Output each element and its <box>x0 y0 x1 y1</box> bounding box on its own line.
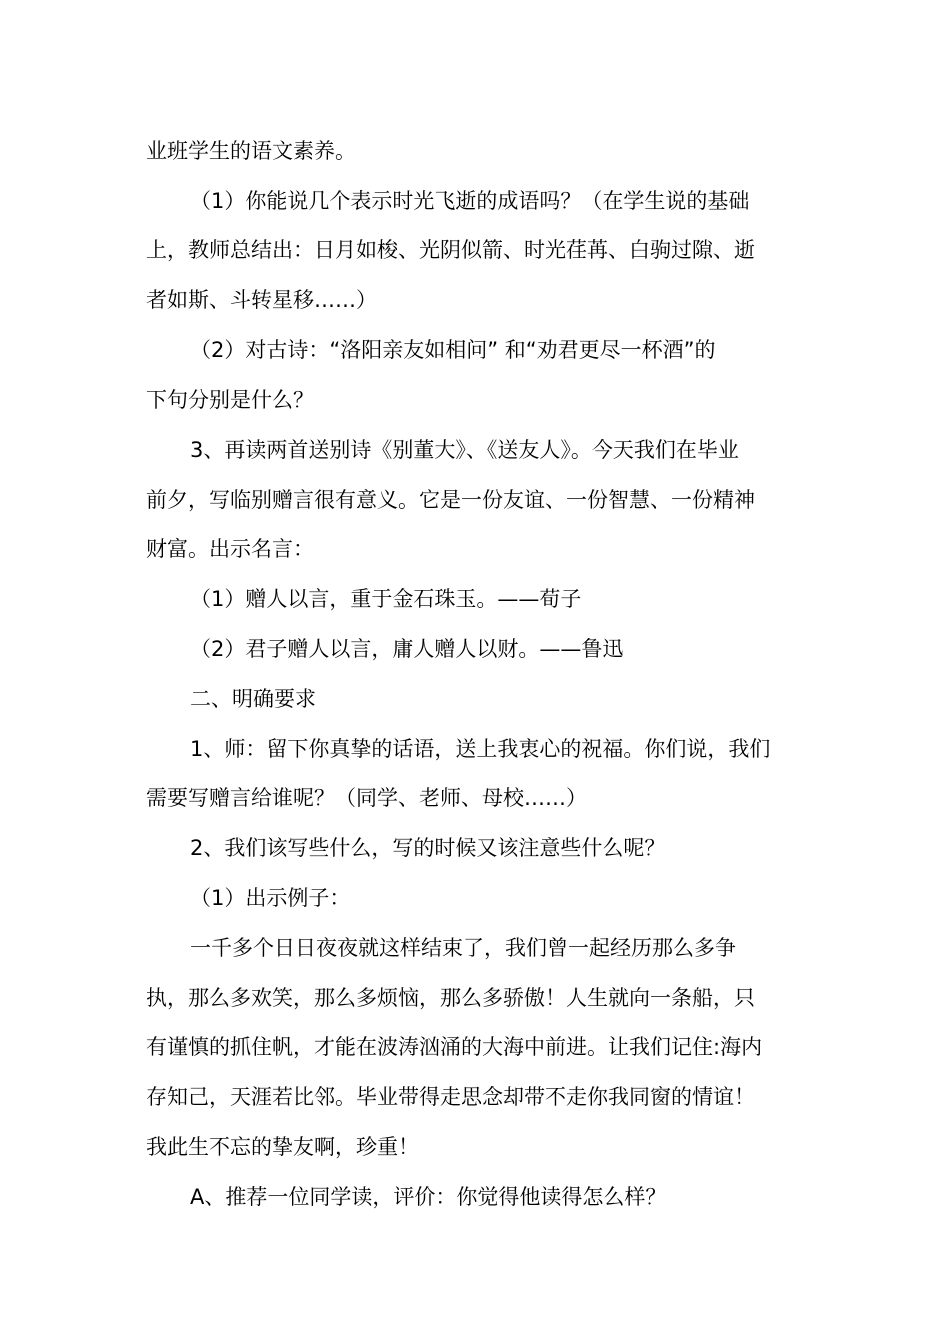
paragraph-line: 需要写赠言给谁呢？（同学、老师、母校……） <box>146 786 587 810</box>
section-heading: 二、明确要求 <box>190 687 316 711</box>
example-paragraph-line: 存知己，天涯若比邻。毕业带得走思念却带不走你我同窗的情谊！ <box>146 1085 755 1109</box>
example-heading: （1）出示例子： <box>190 886 351 910</box>
quote-2-line: （2）君子赠人以言，庸人赠人以财。——鲁迅 <box>190 637 624 661</box>
item-3-line: 3、再读两首送别诗《别董大》、《送友人》。今天我们在毕业 <box>190 438 739 462</box>
paragraph-line: 下句分别是什么？ <box>146 388 314 412</box>
item-1-line: 1、师：留下你真挚的话语，送上我衷心的祝福。你们说，我们 <box>190 737 771 761</box>
item-a-line: A、推荐一位同学读，评价：你觉得他读得怎么样？ <box>190 1185 667 1209</box>
example-paragraph-line: 一千多个日日夜夜就这样结束了，我们曾一起经历那么多争 <box>190 936 736 960</box>
paragraph-line: 财富。出示名言： <box>146 537 314 561</box>
question-2-line: （2）对古诗：“洛阳亲友如相问” 和“劝君更尽一杯酒”的 <box>190 338 716 362</box>
paragraph-line: 上，教师总结出：日月如梭、光阴似箭、时光荏苒、白驹过隙、逝 <box>146 238 755 262</box>
paragraph-line: 者如斯、斗转星移……） <box>146 288 377 312</box>
example-paragraph-line: 有谨慎的抓住帆，才能在波涛汹涌的大海中前进。让我们记住:海内 <box>146 1035 763 1059</box>
quote-1-line: （1）赠人以言，重于金石珠玉。——荀子 <box>190 587 582 611</box>
paragraph-line: 业班学生的语文素养。 <box>146 139 356 163</box>
example-paragraph-line: 我此生不忘的挚友啊，珍重！ <box>146 1135 419 1159</box>
example-paragraph-line: 执，那么多欢笑，那么多烦恼，那么多骄傲！人生就向一条船，只 <box>146 986 755 1010</box>
item-2-line: 2、我们该写些什么，写的时候又该注意些什么呢？ <box>190 836 666 860</box>
question-1-line: （1）你能说几个表示时光飞逝的成语吗？（在学生说的基础 <box>190 189 750 213</box>
paragraph-line: 前夕，写临别赠言很有意义。它是一份友谊、一份智慧、一份精神 <box>146 488 755 512</box>
